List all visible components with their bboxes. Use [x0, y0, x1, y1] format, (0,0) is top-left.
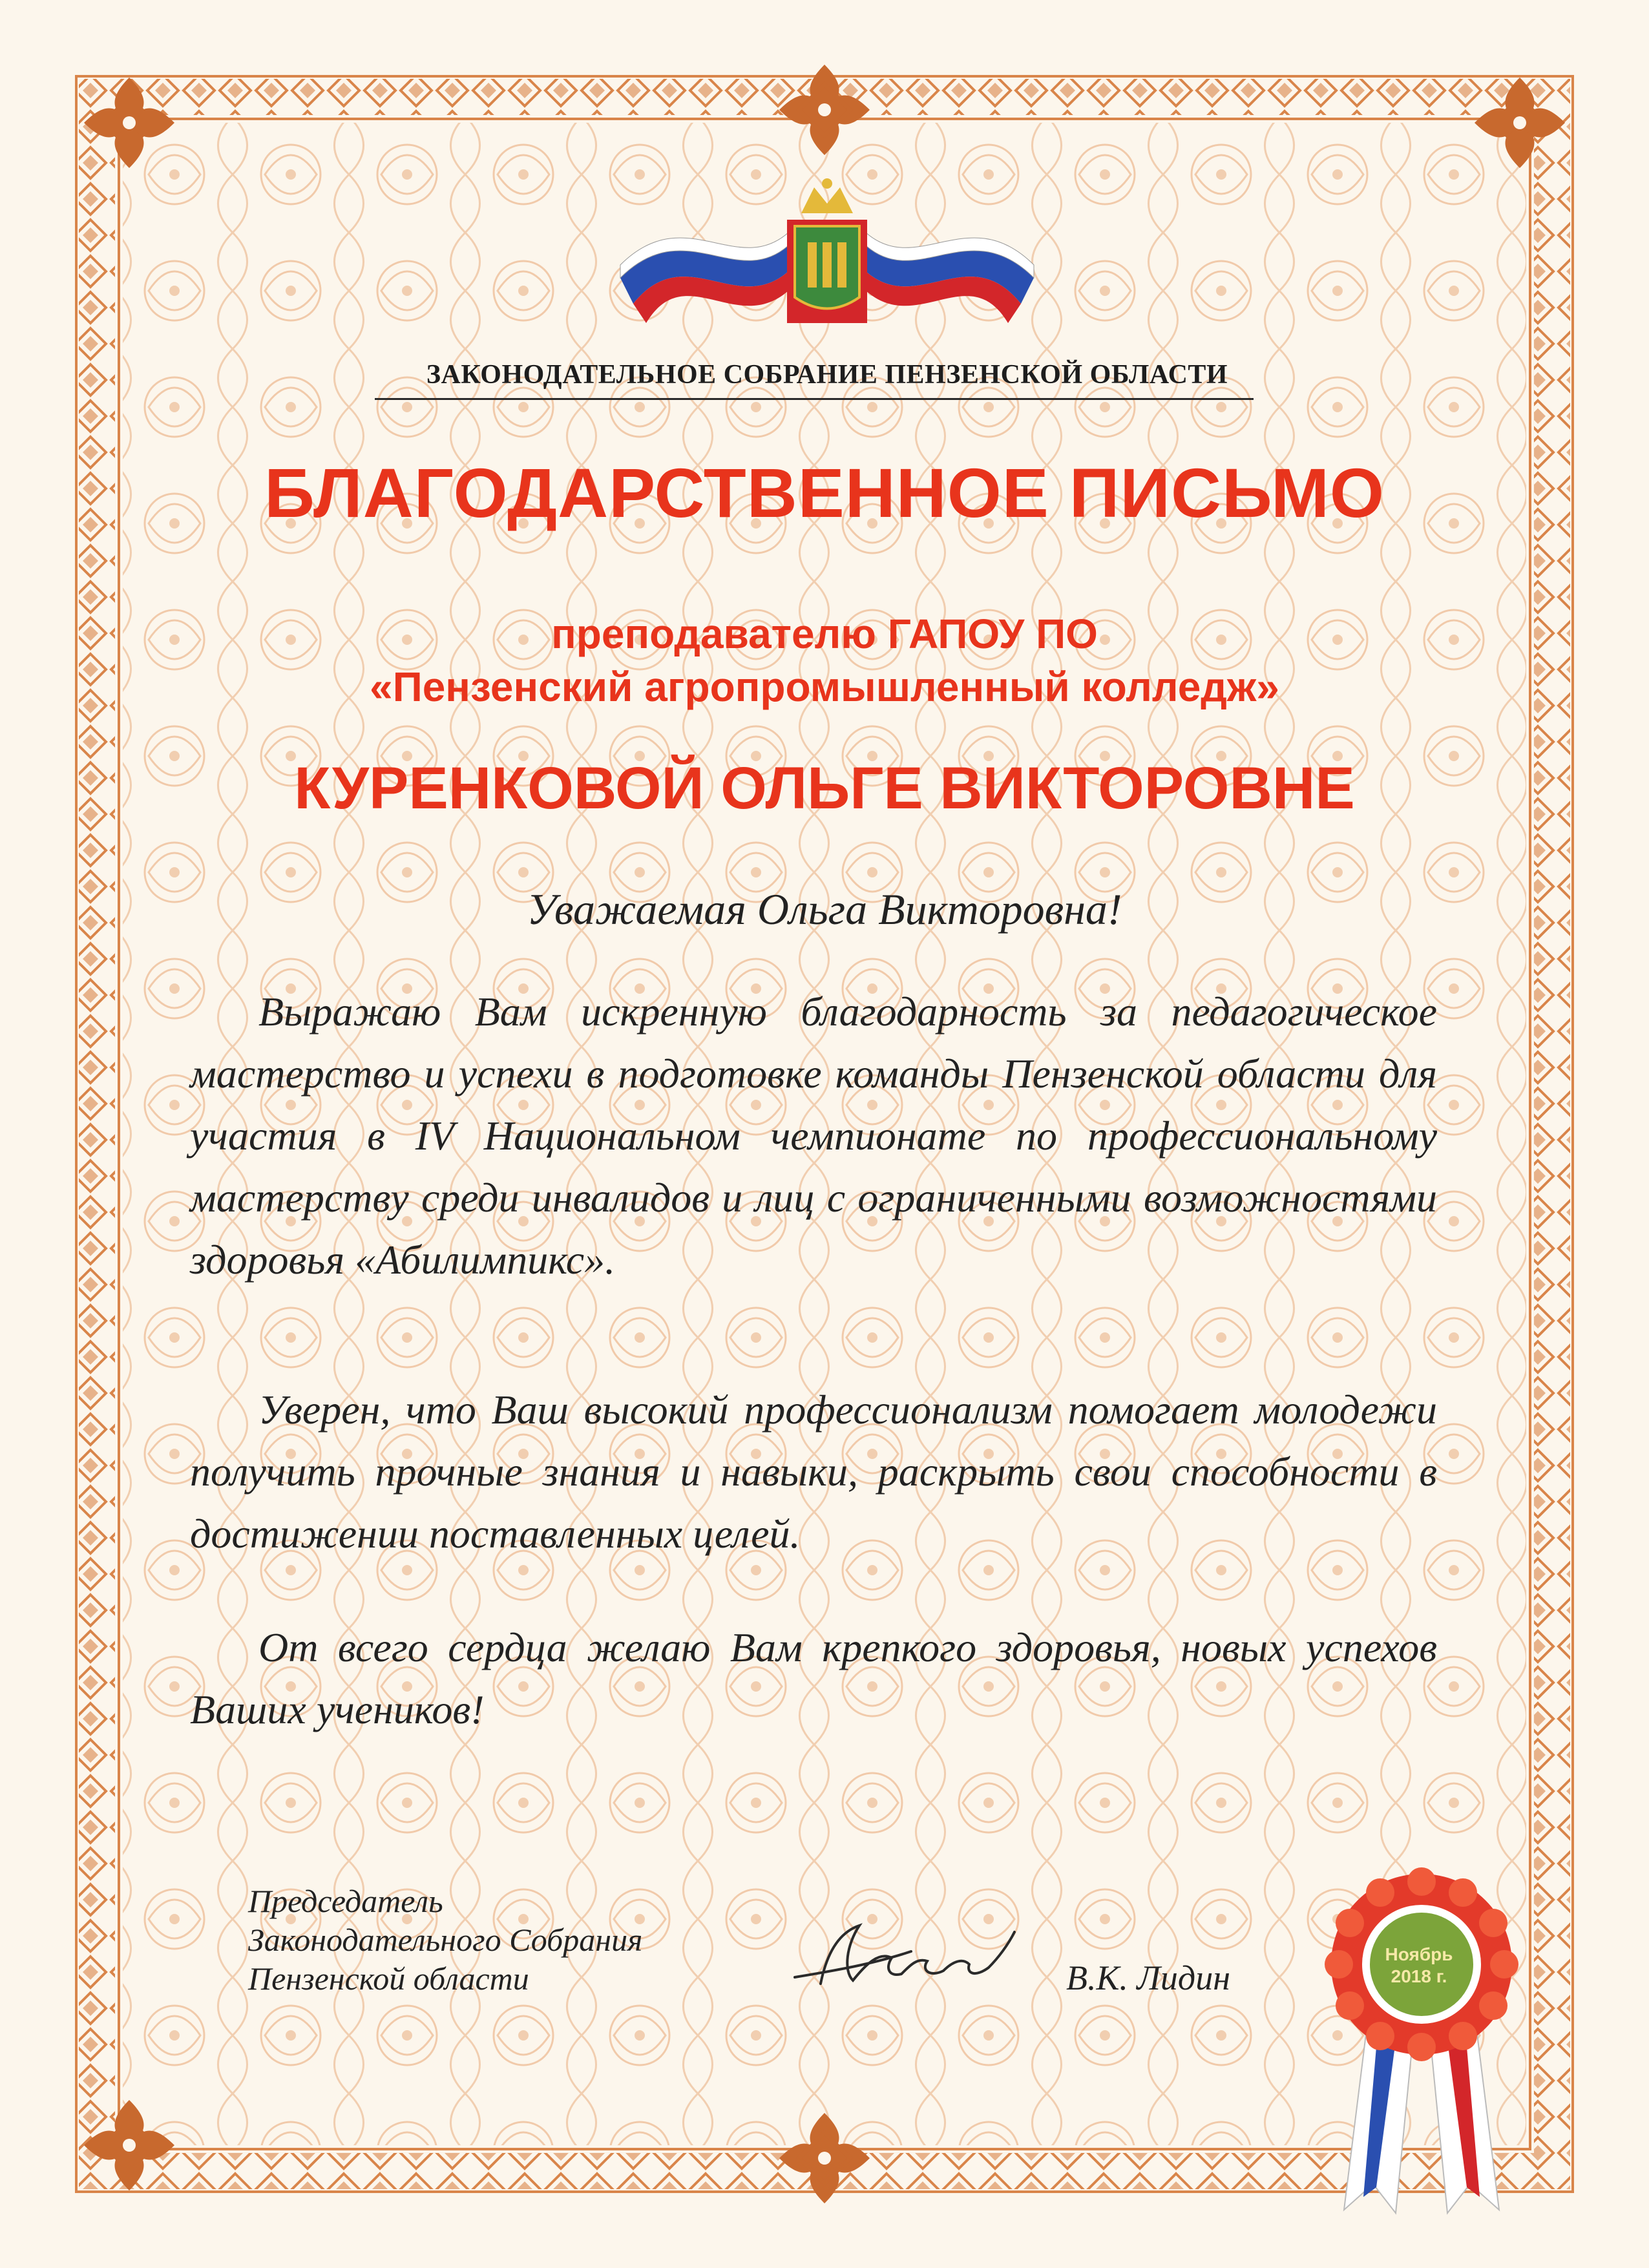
recipient-institution: «Пензенский агропромышленный колледж»: [370, 664, 1279, 710]
greeting: Уважаемая Ольга Викторовна!: [527, 885, 1122, 934]
signatory-title-line: Председатель: [248, 1883, 443, 1919]
badge-month: Ноябрь: [1385, 1944, 1453, 1964]
rosette-badge-icon: [1325, 1861, 1518, 2223]
signatory-title-line: Пензенской области: [248, 1960, 529, 1997]
penza-coat-of-arms-icon: [607, 174, 1047, 336]
body-paragraph-3: От всего сердца желаю Вам крепкого здоровья, новых успехов Ваших учеников!: [190, 1624, 1437, 1732]
header-divider: [375, 398, 1254, 400]
signatory-name: В.К. Лидин: [1066, 1958, 1231, 1997]
body-paragraph-2: Уверен, что Ваш высокий профессионализм помогает молодежи получить прочные знания и навыки, раскрыть свои способности в достижении поставленных целей.: [190, 1387, 1437, 1557]
signatory-title-line: Законодательного Собрания: [248, 1922, 643, 1958]
organization-name: ЗАКОНОДАТЕЛЬНОЕ СОБРАНИЕ ПЕНЗЕНСКОЙ ОБЛАСТИ: [426, 360, 1228, 390]
badge-date: [1354, 1944, 1484, 1988]
page-title: БЛАГОДАРСТВЕННОЕ ПИСЬМО: [264, 454, 1385, 532]
signatory-title: [248, 1882, 642, 1998]
recipient-name: КУРЕНКОВОЙ ОЛЬГЕ ВИКТОРОВНЕ: [294, 755, 1355, 821]
body-paragraph-1: Выражаю Вам искренную благодарность за педагогическое мастерство и успехи в подготовке команды Пензенской области для участия в IV Национальном чемпионате по профессиональному мастерству среди инвалидов и лиц с ограниченными возможностями здоровья «Абилимпикс».: [190, 989, 1437, 1283]
badge-year: 2018 г.: [1391, 1966, 1447, 1986]
handwritten-signature-icon: [782, 1906, 1040, 2003]
recipient-position: преподавателю ГАПОУ ПО: [551, 611, 1098, 657]
